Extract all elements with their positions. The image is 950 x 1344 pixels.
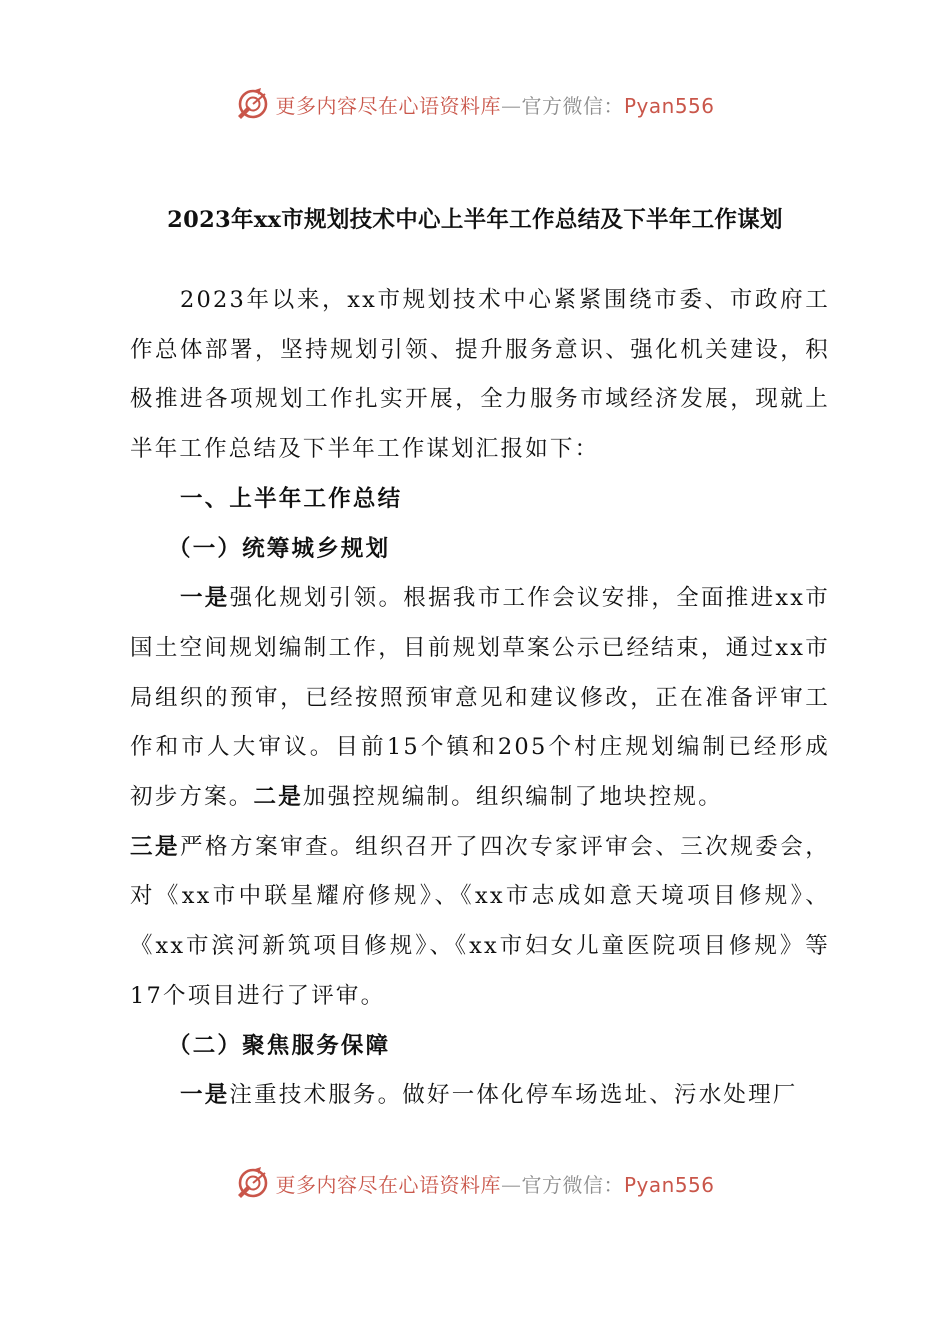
- subsection-1-paragraph: [130, 574, 830, 1021]
- brand-logo-icon: [235, 86, 271, 122]
- banner-dash: —: [500, 1172, 522, 1197]
- paragraph-text-2: 加强控规编制。组织编制了地块控规。: [302, 784, 723, 811]
- lead-label-4: 一是: [180, 1082, 230, 1109]
- lead-label-3: 三是: [130, 833, 181, 860]
- lead-label-2: 二是: [253, 784, 303, 811]
- banner-brand-text: 更多内容尽在心语资料库: [275, 93, 501, 118]
- paragraph-text-3: 严格方案审查。组织召开了四次专家评审会、三次规委会，对《xx市中联星耀府修规》、《xx市志成如意天境项目修规》、《xx市滨河新筑项目修规》、《xx市妇女儿童医院项目修规》等17个项目进行了评审。: [130, 833, 831, 1009]
- banner-official-label: 官方微信：: [521, 1172, 624, 1197]
- banner-dash: —: [500, 93, 522, 118]
- subsection-2-paragraph: [130, 1071, 830, 1121]
- lead-label-1: 一是: [180, 585, 230, 612]
- watermark-banner-top: [0, 84, 950, 124]
- brand-logo-icon: [235, 1165, 271, 1201]
- banner-wechat-id: Pyan556: [623, 1172, 715, 1197]
- banner-wechat-id: Pyan556: [623, 93, 715, 118]
- subsection-heading-1: （一）统筹城乡规划: [168, 535, 391, 562]
- banner-brand-text: 更多内容尽在心语资料库: [275, 1172, 501, 1197]
- paragraph-text-4: 注重技术服务。做好一体化停车场选址、污水处理厂: [229, 1082, 798, 1109]
- section-heading-1: 一、上半年工作总结: [180, 485, 403, 512]
- document-title: 2023年xx市规划技术中心上半年工作总结及下半年工作谋划: [167, 207, 783, 233]
- intro-paragraph: 2023年以来，xx市规划技术中心紧紧围绕市委、市政府工作总体部署，坚持规划引领、提升服务意识、强化机关建设，积极推进各项规划工作扎实开展，全力服务市域经济发展，现就上半年工作总结及下半年工作谋划汇报如下：: [130, 287, 830, 463]
- watermark-banner-bottom: [0, 1163, 950, 1203]
- banner-official-label: 官方微信：: [521, 93, 624, 118]
- paragraph-text-1: 强化规划引领。根据我市工作会议安排，全面推进xx市国土空间规划编制工作，目前规划草案公示已经结束，通过xx市局组织的预审，已经按照预审意见和建议修改，正在准备评审工作和市人大审议。目前15个镇和205个村庄规划编制已经形成初步方案。: [130, 585, 830, 811]
- subsection-heading-2: （二）聚焦服务保障: [168, 1032, 391, 1059]
- document-body: [130, 276, 830, 1121]
